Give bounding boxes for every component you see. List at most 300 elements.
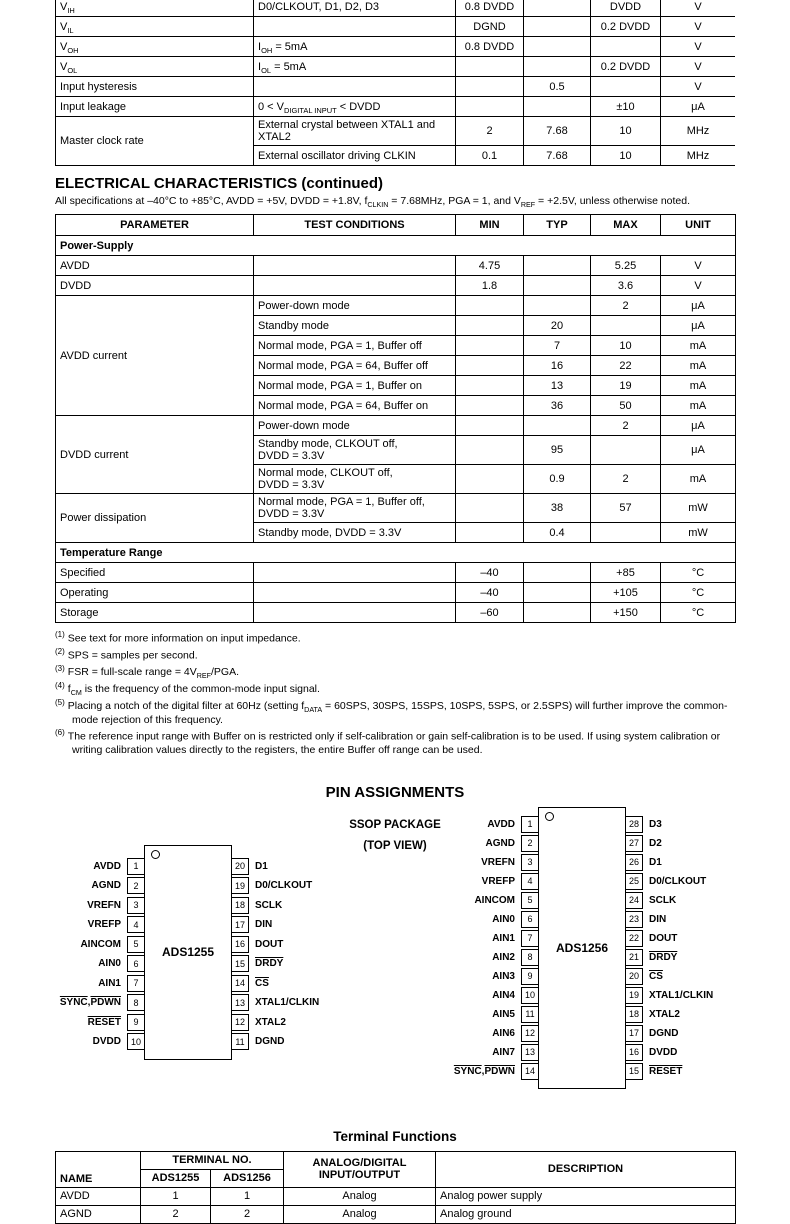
pin-label: DGND (255, 1036, 285, 1048)
pin-number: 20 (625, 968, 643, 985)
pin-number: 17 (231, 916, 249, 933)
table-cell: °C (661, 603, 736, 623)
table-cell: 2 (141, 1205, 211, 1223)
chip-name: ADS1255 (161, 945, 215, 959)
pin-number: 1 (127, 858, 145, 875)
table-cell: Specified (56, 563, 254, 583)
column-header-min: MIN (456, 215, 524, 236)
pin-assignments-title: PIN ASSIGNMENTS (325, 783, 465, 801)
chip-body (538, 807, 626, 1089)
table-cell (254, 256, 456, 276)
table-cell: V (661, 17, 736, 37)
pin-label: $\overline{CS}$ (649, 970, 663, 982)
pin-number: 18 (231, 897, 249, 914)
pin-label: D3 (649, 818, 662, 830)
table-cell (524, 57, 591, 77)
table-cell: μA (661, 436, 736, 465)
table-cell (254, 276, 456, 296)
pin-label: VREFN (481, 856, 515, 868)
table-cell: Standby mode (254, 316, 456, 336)
table-cell: Normal mode, PGA = 64, Buffer off (254, 356, 456, 376)
table-cell: Temperature Range (56, 543, 736, 563)
table-cell (456, 396, 524, 416)
table-cell: 50 (591, 396, 661, 416)
table-cell: mA (661, 396, 736, 416)
table-cell (524, 583, 591, 603)
table-row (56, 236, 736, 256)
pin-number: 11 (231, 1033, 249, 1050)
spec-conditions-note: All specifications at –40°C to +85°C, AVDD = +5V, DVDD = +1.8V, $f_{CLKIN} = 7.68MHz$, PGA = 1, and $V_{REF} = +2.5V$, unless otherwise noted. (55, 195, 691, 210)
pin-number: 1 (521, 816, 539, 833)
table-cell: 36 (524, 396, 591, 416)
table-cell (524, 37, 591, 57)
pin-number: 19 (625, 987, 643, 1004)
table-cell: °C (661, 583, 736, 603)
table-row (56, 494, 736, 523)
pin-number: 25 (625, 873, 643, 890)
table-row (56, 543, 736, 563)
pin-number: 5 (127, 936, 145, 953)
pin-label: VREFP (481, 875, 515, 887)
table-cell: 20 (524, 316, 591, 336)
pin-number: 24 (625, 892, 643, 909)
table-cell: Input leakage (56, 97, 254, 117)
table-row (56, 97, 736, 117)
table-cell (456, 465, 524, 494)
chip-body (144, 845, 232, 1060)
pin-label: DRDY (649, 951, 678, 963)
pin-number: 3 (521, 854, 539, 871)
table-cell: V (661, 37, 736, 57)
table-cell: DGND (456, 17, 524, 37)
footnote (55, 728, 735, 757)
table-row (56, 563, 736, 583)
footnote (55, 647, 735, 663)
table-cell: 10 (591, 336, 661, 356)
footnote-text: See text for more information on input impedance. (67, 632, 301, 645)
table-cell: 7 (524, 336, 591, 356)
table-cell: +150 (591, 603, 661, 623)
table-cell (456, 77, 524, 97)
column-header-io: ANALOG/DIGITAL INPUT/OUTPUT (284, 1151, 436, 1187)
table-cell: Analog ground (436, 1205, 736, 1223)
table-cell: AVDD (56, 256, 254, 276)
column-header-ads1256: ADS1256 (211, 1169, 284, 1187)
footnote-text: SPS = samples per second. (67, 649, 198, 662)
table-cell (524, 563, 591, 583)
pin-label: AIN3 (492, 970, 515, 982)
table-cell (591, 316, 661, 336)
pin-number: 7 (127, 975, 145, 992)
table-cell: External crystal between XTAL1 and XTAL2 (254, 117, 456, 146)
table-cell: 0.8 DVDD (456, 37, 524, 57)
pin-number: 26 (625, 854, 643, 871)
pin-label: DRDY (255, 958, 284, 970)
table-row (56, 17, 736, 37)
pin-number: 10 (127, 1033, 145, 1050)
pin-number: 27 (625, 835, 643, 852)
table-cell (456, 416, 524, 436)
pin-label: AVDD (93, 860, 121, 872)
table-cell: 1 (211, 1187, 284, 1205)
table-cell (591, 77, 661, 97)
pin-label: SYNC , PDWN (453, 1065, 515, 1077)
table-cell: ±10 (591, 97, 661, 117)
pin-label: RESET (649, 1065, 683, 1077)
table-cell: 2 (456, 117, 524, 146)
table-cell: Normal mode, PGA = 1, Buffer off (254, 336, 456, 356)
pin-label: AINCOM (474, 894, 515, 906)
pin-diagram-ads1255-wrap (55, 845, 341, 1060)
table-cell: Analog (284, 1205, 436, 1223)
table-cell (524, 0, 591, 17)
table-cell: 2 (211, 1205, 284, 1223)
pin-number: 15 (625, 1063, 643, 1080)
pin-label: D2 (649, 837, 662, 849)
table-cell: 0.2 DVDD (591, 17, 661, 37)
table-cell: DVDD (591, 0, 661, 17)
table-cell (591, 37, 661, 57)
pin-label: VREFP (87, 919, 121, 931)
table-cell: Master clock rate (56, 117, 254, 166)
table-cell: μA (661, 296, 736, 316)
pin-label: AIN2 (492, 951, 515, 963)
table-cell: 7.68 (524, 117, 591, 146)
pin1-indicator-circle (151, 850, 160, 859)
table-cell: –40 (456, 583, 524, 603)
package-type-label: SSOP PACKAGE (349, 818, 441, 831)
pin-label: AIN4 (492, 989, 515, 1001)
table-cell: Input hysteresis (56, 77, 254, 97)
datasheet-page (55, 0, 735, 1224)
pin-label: D1 (649, 856, 662, 868)
pin-label: DIN (255, 919, 273, 931)
table-cell: MHz (661, 117, 736, 146)
table-cell: μA (661, 316, 736, 336)
pin-number: 21 (625, 949, 643, 966)
table-cell (456, 57, 524, 77)
table-cell (524, 97, 591, 117)
table-cell: 2 (591, 465, 661, 494)
pin-label: D0/CLKOUT (255, 880, 313, 892)
table-cell: Operating (56, 583, 254, 603)
terminal-functions-title: Terminal Functions (333, 1128, 457, 1144)
table-cell (591, 523, 661, 543)
pin-label: D0/CLKOUT (649, 875, 707, 887)
pin-label: $\overline{CS}$ (255, 977, 269, 989)
table-cell: Power-Supply (56, 236, 736, 256)
table-cell: MHz (661, 146, 736, 166)
table-row (56, 1205, 736, 1223)
table-cell: 0.4 (524, 523, 591, 543)
pin-label: DVDD (649, 1046, 678, 1058)
pin-assignments-section (55, 807, 735, 1099)
pin-number: 4 (521, 873, 539, 890)
table-cell (254, 77, 456, 97)
table-cell (524, 416, 591, 436)
pin-number: 14 (231, 975, 249, 992)
table-cell: External oscillator driving CLKIN (254, 146, 456, 166)
table-cell: Power-down mode (254, 416, 456, 436)
table-cell: μA (661, 416, 736, 436)
table-cell: $V_{IH}$ (56, 0, 254, 17)
table-cell: °C (661, 563, 736, 583)
pin-number: 6 (127, 955, 145, 972)
table-cell: $0 < V_{DIGITAL INPUT}$ < DVDD (254, 97, 456, 117)
pin-label: AIN1 (98, 977, 121, 989)
table-cell: $I_{OL} = 5mA$ (254, 57, 456, 77)
pin-label: AGND (91, 880, 121, 892)
pin-label: AIN0 (98, 958, 121, 970)
electrical-characteristics-table (55, 214, 736, 623)
pin-label: XTAL1/CLKIN (649, 989, 714, 1001)
pin-number: 7 (521, 930, 539, 947)
pin-label: AVDD (487, 818, 515, 830)
table-cell (524, 256, 591, 276)
column-header-name: NAME (56, 1151, 141, 1187)
table-cell: +85 (591, 563, 661, 583)
footnote (55, 664, 735, 680)
table-cell: 10 (591, 146, 661, 166)
pin-label: RESET (87, 1016, 121, 1028)
table-cell: 1.8 (456, 276, 524, 296)
table-header-row (56, 1151, 736, 1169)
pin-number: 11 (521, 1006, 539, 1023)
pin-number: 12 (521, 1025, 539, 1042)
pin-number: 9 (521, 968, 539, 985)
pin-label: DOUT (649, 932, 678, 944)
pin-number: 23 (625, 911, 643, 928)
table-cell: 57 (591, 494, 661, 523)
column-header-max: MAX (591, 215, 661, 236)
table-row (56, 416, 736, 436)
table-row (56, 0, 736, 17)
table-cell: –40 (456, 563, 524, 583)
footnote (55, 630, 735, 646)
table-cell: Storage (56, 603, 254, 623)
table-cell: AGND (56, 1205, 141, 1223)
table-cell: 19 (591, 376, 661, 396)
pin-number: 2 (521, 835, 539, 852)
section-title: ELECTRICAL CHARACTERISTICS (continued) (55, 175, 384, 192)
table-row (56, 583, 736, 603)
pin-number: 28 (625, 816, 643, 833)
table-cell (254, 17, 456, 37)
pin-label: AIN1 (492, 932, 515, 944)
table-cell: mA (661, 376, 736, 396)
terminal-functions-table (55, 1151, 736, 1224)
table-cell: –60 (456, 603, 524, 623)
footnote-text: FSR = full-scale range = $4V_{REF}$/PGA. (67, 666, 240, 681)
pin-number: 22 (625, 930, 643, 947)
table-row (56, 256, 736, 276)
pin-label: DOUT (255, 938, 284, 950)
pin-label: DIN (649, 913, 667, 925)
pin-number: 16 (231, 936, 249, 953)
table-cell (456, 494, 524, 523)
table-cell: 0.9 (524, 465, 591, 494)
table-cell: mW (661, 494, 736, 523)
footnote-text: $f_{CM}$ is the frequency of the common-mode input signal. (67, 683, 320, 698)
table-cell (456, 296, 524, 316)
pin-number: 19 (231, 877, 249, 894)
table-cell: V (661, 57, 736, 77)
table-cell: 7.68 (524, 146, 591, 166)
pin-label: DGND (649, 1027, 679, 1039)
table-cell: 0.1 (456, 146, 524, 166)
table-row (56, 37, 736, 57)
footnote-marker: (1) (55, 630, 65, 639)
table-cell: mA (661, 356, 736, 376)
pin-number: 3 (127, 897, 145, 914)
pin-label: XTAL1/CLKIN (255, 997, 320, 1009)
table-row (56, 603, 736, 623)
table-row (56, 296, 736, 316)
table-cell: Power dissipation (56, 494, 254, 543)
footnote-text: Placing a notch of the digital filter at 60Hz (setting $f_{DATA} = 60SPS$, 30SPS, 15SPS, 10SPS, 5SPS, or 2.5SPS) will further improve the common-mode rejection of this frequency. (67, 700, 728, 726)
pin-number: 9 (127, 1014, 145, 1031)
table-cell: V (661, 77, 736, 97)
pin-number: 17 (625, 1025, 643, 1042)
pin-label: AIN0 (492, 913, 515, 925)
footnote-text: The reference input range with Buffer on is restricted only if self-calibration or gain self-calibration is to be used. If using system calibration or writing calibration values directly to the registers, the entire Buffer off range can be used. (67, 730, 721, 757)
table-row (56, 57, 736, 77)
table-cell: 10 (591, 117, 661, 146)
table-cell: mW (661, 523, 736, 543)
table-cell (456, 316, 524, 336)
table-cell: 5.25 (591, 256, 661, 276)
package-view-label: (TOP VIEW) (363, 839, 427, 852)
pin-diagram-ads1255 (55, 845, 341, 1060)
table-cell: Analog power supply (436, 1187, 736, 1205)
pin-number: 14 (521, 1063, 539, 1080)
pin-label: AIN6 (492, 1027, 515, 1039)
table-row (56, 1187, 736, 1205)
digital-io-table (55, 0, 735, 166)
table-cell: DVDD (56, 276, 254, 296)
table-cell (524, 603, 591, 623)
footnote-marker: (5) (55, 697, 65, 707)
table-cell: Standby mode, DVDD = 3.3V (254, 523, 456, 543)
table-cell: 2 (591, 416, 661, 436)
table-cell: Normal mode, PGA = 1, Buffer off, DVDD = 3.3V (254, 494, 456, 523)
table-cell (254, 563, 456, 583)
table-cell: 0.5 (524, 77, 591, 97)
table-cell: $V_{IL}$ (56, 17, 254, 37)
footnotes (55, 630, 735, 758)
pin-number: 6 (521, 911, 539, 928)
chip-name: ADS1256 (555, 940, 609, 955)
pin-label: SYNC , PDWN (59, 997, 121, 1009)
table-cell (456, 356, 524, 376)
pin-label: DVDD (92, 1036, 121, 1048)
table-cell: AVDD (56, 1187, 141, 1205)
column-header-ads1255: ADS1255 (141, 1169, 211, 1187)
pin-number: 4 (127, 916, 145, 933)
pin-label: AGND (485, 837, 515, 849)
footnote (55, 698, 735, 727)
table-cell: Analog (284, 1187, 436, 1205)
table-cell: 22 (591, 356, 661, 376)
pin-number: 5 (521, 892, 539, 909)
pin-label: XTAL2 (649, 1008, 680, 1020)
footnote-marker: (4) (55, 680, 65, 690)
pin-number: 8 (127, 994, 145, 1011)
table-cell: V (661, 256, 736, 276)
table-cell: Normal mode, PGA = 1, Buffer on (254, 376, 456, 396)
footnote-marker: (6) (55, 728, 65, 738)
table-cell (524, 17, 591, 37)
table-cell: Normal mode, CLKOUT off, DVDD = 3.3V (254, 465, 456, 494)
pin-number: 10 (521, 987, 539, 1004)
table-cell (456, 336, 524, 356)
table-cell: DVDD current (56, 416, 254, 494)
pin-label: SCLK (649, 894, 677, 906)
table-cell: AVDD current (56, 296, 254, 416)
footnote-marker: (3) (55, 663, 65, 673)
table-row (56, 117, 736, 146)
column-header-test-conditions: TEST CONDITIONS (254, 215, 456, 236)
table-cell: Normal mode, PGA = 64, Buffer on (254, 396, 456, 416)
table-cell: Standby mode, CLKOUT off, DVDD = 3.3V (254, 436, 456, 465)
table-cell (591, 436, 661, 465)
column-header-parameter: PARAMETER (56, 215, 254, 236)
table-cell: $V_{OL}$ (56, 57, 254, 77)
footnote (55, 681, 735, 697)
table-row (56, 276, 736, 296)
table-cell (456, 376, 524, 396)
table-cell (254, 583, 456, 603)
column-header-unit: UNIT (661, 215, 736, 236)
pin-label: SCLK (255, 899, 283, 911)
table-cell: V (661, 0, 736, 17)
table-cell: 13 (524, 376, 591, 396)
digital-io-table-continued (55, 0, 735, 166)
pin-label: VREFN (87, 899, 121, 911)
table-cell: $V_{OH}$ (56, 37, 254, 57)
table-cell: 4.75 (456, 256, 524, 276)
pin1-indicator-circle (545, 812, 554, 821)
pin-number: 8 (521, 949, 539, 966)
table-cell (524, 296, 591, 316)
pin-label: XTAL2 (255, 1016, 286, 1028)
table-cell: 0.8 DVDD (456, 0, 524, 17)
pin-number: 13 (521, 1044, 539, 1061)
table-cell: μA (661, 97, 736, 117)
pin-number: 15 (231, 955, 249, 972)
pin-label: AINCOM (80, 938, 121, 950)
pin-label: AIN7 (492, 1046, 515, 1058)
column-header-description: DESCRIPTION (436, 1151, 736, 1187)
pin-label: AIN5 (492, 1008, 515, 1020)
table-cell: D0/CLKOUT, D1, D2, D3 (254, 0, 456, 17)
table-cell (456, 523, 524, 543)
pin-number: 2 (127, 877, 145, 894)
column-header-typ: TYP (524, 215, 591, 236)
table-cell: 0.2 DVDD (591, 57, 661, 77)
pin-label: D1 (255, 860, 268, 872)
table-cell: 95 (524, 436, 591, 465)
pin-number: 20 (231, 858, 249, 875)
footnote-marker: (2) (55, 646, 65, 656)
table-cell: Power-down mode (254, 296, 456, 316)
table-cell: 2 (591, 296, 661, 316)
table-cell: 3.6 (591, 276, 661, 296)
table-cell: V (661, 276, 736, 296)
pin-number: 18 (625, 1006, 643, 1023)
table-cell: mA (661, 465, 736, 494)
table-cell: +105 (591, 583, 661, 603)
